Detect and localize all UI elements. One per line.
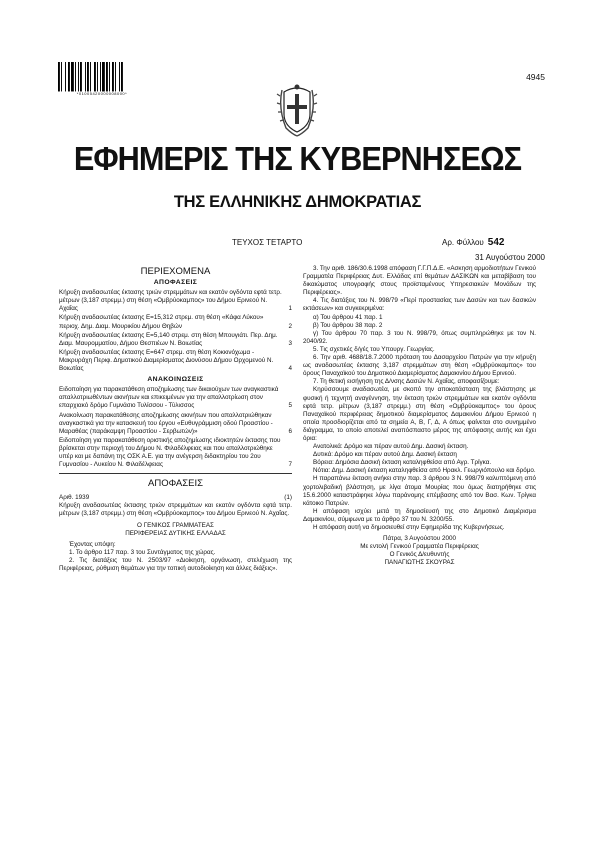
sheet-number — [442, 237, 504, 248]
sheet-number-value: 542 — [487, 237, 505, 248]
contents-announcements-list — [59, 386, 292, 469]
contents-announcement-item-text: Ειδοποίηση για παρακατάθεση οριστικής αποζημίωσης ιδιοκτητών έκτασης που βρίσκεται στην περιοχή του Δήμου Ν. Φιλαδέλφειας και που απαλλοτριώθηκε υπέρ και με δαπάνη της ΟΣΚ Α.Ε. για την ανέγερση διδακτηρίου του 2ου Γυμνασίου - Λυκείου Ν. Φιλαδέλφειας — [59, 436, 281, 469]
right-column — [303, 265, 536, 567]
barcode-bar — [102, 62, 105, 91]
border-west: Δυτικά: Δρόμο και πέραν αυτού Δημ. Δασική έκταση — [313, 451, 457, 459]
contents-announcements-title: ΑΝΑΚΟΙΝΩΣΕΙΣ — [147, 376, 204, 384]
contents-announcement-item — [59, 437, 292, 469]
contents-announcement-item-text: Ανακοίνωση παρακατάθεσης αποζημίωσης ακινήτων που απαλλοτριώθηκαν αναγκαστικά για την κατασκευή του έργου «Ευθυγράμμιση οδού Προαστίου - Μαραθέας (παράκαμψη Προαστίου - Σερβωτών)» — [59, 411, 273, 435]
border-north: Βόρεια: Δημόσια Δασική έκταση καταληφθείσα από Αγρ. Τρίγκα. — [313, 459, 492, 467]
contents-decision-item-page: 1 — [288, 305, 292, 313]
paragraph-4: 4. Τις διατάξεις του Ν. 998/79 «Περί προστασίας των Δασών και των δασικών εκτάσεων» και συγκεκριμένα: — [303, 297, 536, 313]
gazette-subtitle: ΤΗΣ ΕΛΛΗΝΙΚΗΣ ΔΗΜΟΚΡΑΤΙΑΣ — [173, 193, 422, 211]
barcode-number: *01005420000008000* — [76, 91, 128, 96]
contents-announcement-item — [59, 412, 292, 436]
contents-announcement-item — [59, 386, 292, 410]
contents-decision-item-text: Κήρυξη αναδασωτέας έκτασης τριών στρεμμάτων και εκατόν ογδόντα εφτά τετρ. μέτρων (3,187 στρεμμ.) στη θέση «Ομβρύοκαμπος» του Δήμου Ερινεού Ν. Αχαΐας — [59, 289, 282, 313]
barcode-bar — [71, 62, 74, 91]
paragraph-1: 1. Το άρθρο 117 παρ. 3 του Συντάγματος της χώρας. — [69, 548, 216, 556]
paragraph-5: 5. Τις σχετικές δ/γές του Υπουργ. Γεωργίας. — [313, 345, 435, 353]
signature-line-2: Ο Γενικός Δ/ευθυντής — [389, 551, 450, 559]
barcode-bar — [61, 62, 62, 91]
paragraph-8: Κηρύσσουμε αναδασωτέα, με σκοπό την αποκατάσταση της βλάστησης με φυσική ή τεχνητή αναγέννηση, την έκταση τριών στρεμμάτων και εκατόν ογδόντα εφτά τετρ. μέτρων (3,187 στρεμμ.) στη θέση «Ομβρύοκαμπος» του όρους Παναχαϊκού περιφέρειας δημοτικού διαμερίσματος Δαμακινίου Δήμου Ερινεού η οποία προσδιορίζεται από τα σημεία Α, Β, Γ, Δ, Α όπως φαίνεται στο συνημμένο διάγραμμα, το οποίο αποτελεί αναπόσπαστο μέρος της απόφασης αυτής και έχει όρια: — [303, 386, 536, 442]
sheet-label: Αρ. Φύλλου — [442, 238, 484, 247]
contents-title: ΠΕΡΙΕΧΟΜΕΝΑ — [140, 266, 211, 277]
divider — [59, 473, 292, 474]
page-number: 4945 — [526, 72, 545, 82]
barcode-bar — [90, 62, 91, 91]
barcode-bar — [100, 62, 101, 91]
barcode-bar — [58, 62, 60, 91]
contents-decision-item — [59, 349, 292, 373]
paragraph-9: Η παραπάνω έκταση ανήκει στην παρ. 3 άρθρου 3 Ν. 998/79 καλυπτόμενη από χορτολιβαδική βλάστηση, με λίγα άτομα Μουρίας που όμως διατηρήθηκε στις 15.6.2000 καταστράφηκε λόγω παράνομης επέμβασης από τον Βασ. Κων. Τρίγκα κάτοικο Πατρών. — [303, 475, 536, 507]
contents-decisions-title: ΑΠΟΦΑΣΕΙΣ — [153, 279, 198, 287]
barcode-bar — [75, 62, 76, 91]
barcode-bar — [109, 62, 110, 91]
signature-place-date: Πάτρα, 3 Αυγούστου 2000 — [382, 535, 457, 543]
contents-decision-item-page: 4 — [288, 365, 292, 373]
contents-decision-item-text: Κήρυξη αναδασωτέας έκτασης Ε=5,140 στρεμ. στη θέση Μπουγιάτι. Περ. Δημ. Διαμ. Μαυρομματίου, Δήμου Θεσπιέων Ν. Βοιωτίας — [59, 331, 278, 347]
paragraph-11: Η απόφαση αυτή να δημοσιευθεί στην Εφημερίδα της Κυβερνήσεως. — [313, 524, 505, 531]
contents-decision-item — [59, 332, 292, 348]
paragraph-6: 6. Την αριθ. 4688/18.7.2000 πρόταση του Δασαρχείου Πατρών για την κήρυξη ως αναδασωτέας έκτασης 3,187 στρεμμάτων στη θέση «Ομβρύοκαμπος» του όρους Παναχαϊκού του Δημοτικού Διαμερίσματος Δαμακινίου Δήμου Ερινεού. — [303, 354, 536, 378]
signature-name: ΠΑΝΑΓΙΩΤΗΣ ΣΚΟΥΡΑΣ — [384, 559, 455, 567]
barcode-bar — [85, 62, 86, 91]
signature-line-1: Με εντολή Γενικού Γραμματέα Περιφέρειας — [360, 543, 479, 551]
barcode-bar — [87, 62, 89, 91]
barcode-bar — [94, 62, 96, 91]
paragraph-3: 3. Την αριθ. 186/30.6.1998 απόφαση Γ.Γ.Π.Δ.Ε. «Ασκηση αρμοδιοτήτων Γενικού Γραμματέα Περιφέρειας Δυτ. Ελλάδας επί θεμάτων ΔΑΣΙΚΩΝ και μεταβίβαση του δικαιώματος υπογραφής στους προϊσταμένους Υπηρεσιακών Μονάδων της Περιφέρειας». — [303, 265, 536, 297]
left-column — [59, 265, 292, 573]
barcode-bar — [121, 62, 123, 91]
border-east: Ανατολικά: Δρόμο και πέραν αυτού Δημ. Δασική έκταση. — [313, 443, 469, 451]
contents-decision-item — [59, 314, 292, 330]
barcode-bar — [65, 62, 66, 91]
paragraph-4c: γ) Του άρθρου 70 παρ. 3 του Ν. 998/79, όπως συμπληρώθηκε με τον Ν. 2040/92. — [303, 329, 536, 345]
paragraph-10: Η απόφαση ισχύει μετά τη δημοσίευσή της στο Δημοτικό Διαμέρισμα Δαμακινίου, σύμφωνα με το άρθρο 37 του Ν. 3200/55. — [303, 507, 536, 523]
authority-line-2: ΠΕΡΙΦΕΡΕΙΑΣ ΔΥΤΙΚΗΣ ΕΛΛΑΔΑΣ — [125, 529, 226, 537]
considering: Έχοντας υπόψη: — [69, 540, 116, 548]
decision-number: Αριθ. 1939 — [59, 494, 90, 502]
paragraph-7: 7. Τη θετική εισήγηση της Δ/νσης Δασών Ν. Αχαΐας, αποφασίζουμε: — [313, 378, 500, 386]
paragraph-4b: β) Του άρθρου 38 παρ. 2 — [313, 321, 383, 329]
barcode-bar — [78, 62, 79, 91]
greek-emblem-icon — [276, 78, 318, 138]
paragraph-2: 2. Τις διατάξεις του Ν. 2503/97 «Διοίκηση, οργάνωση, στελέχωση της Περιφέρειας, ρύθμιση θεμάτων για την τοπική αυτοδιοίκηση και άλλες διάξεις». — [59, 556, 292, 572]
contents-announcement-item-text: Ειδοποίηση για παρακατάθεση αποζημίωσης των δικαιούχων των αναγκαστικά απαλλοτριωθέντων ακινήτων και επικειμένων για την απαλλοτρίωση στον επαρχιακό δρόμο Γυμνάσιο Τυλίσσου - Τύλισσος — [59, 386, 279, 410]
issue-type: ΤΕΥΧΟΣ ΤΕΤΑΡΤΟ — [232, 238, 303, 247]
decisions-heading: ΑΠΟΦΑΣΕΙΣ — [148, 478, 203, 490]
contents-decision-item-text: Κήρυξη αναδασωτέας έκτασης Ε=15,312 στρεμ. στη θέση «Κάφα Λύκου» περιοχ. Δημ. Διαμ. Μουρικίου Δήμου Θηβών — [59, 314, 264, 330]
barcode-bar — [119, 62, 120, 91]
barcode-bar — [97, 62, 98, 91]
border-south: Νότια: Δημ. Δασική έκταση καταληφθείσα από Ηρακλ. Γεωργιόπουλο και δρόμο. — [313, 467, 536, 475]
contents-announcement-item-page: 5 — [288, 402, 292, 410]
issue-date: 31 Αυγούστου 2000 — [474, 253, 545, 262]
barcode-bar — [80, 62, 82, 91]
barcode-bar — [68, 62, 70, 91]
contents-decision-item-page: 3 — [288, 339, 292, 347]
authority-line-1: Ο ΓΕΝΙΚΟΣ ΓΡΑΜΜΑΤΕΑΣ — [137, 521, 214, 529]
barcode-bar — [115, 62, 116, 91]
contents-decision-item-text: Κήρυξη αναδασωτέας έκτασης Ε=647 στρεμ. στη θέση Κοκκινόχωμα - Μακρυράχη Περιφ. Δημοτικού Διαμερίσματος Διονύσου Δήμου Ορχομενού Ν. Βοιωτίας — [59, 348, 274, 373]
contents-decisions-list — [59, 289, 292, 373]
contents-decision-item-page: 2 — [288, 322, 292, 330]
barcode-bar — [106, 62, 108, 91]
barcode-bar — [112, 62, 114, 91]
decision-intro: Κήρυξη αναδασωτέας έκτασης τριών στρεμμάτων και εκατόν ογδόντα εφτά τετρ. μέτρων (3,187 στρεμμ.) στη θέση «Ομβρύοκαμπος» του Δήμου Ερινεού Ν. Αχαΐας. — [59, 502, 292, 518]
decision-ref: (1) — [284, 494, 292, 502]
paragraph-4a: α) Του άρθρου 41 παρ. 1 — [313, 313, 383, 321]
gazette-title: ΕΦΗΜΕΡΙΣ ΤΗΣ ΚΥΒΕΡΝΗΣΕΩΣ — [73, 140, 522, 177]
contents-decision-item — [59, 289, 292, 313]
contents-announcement-item-page: 7 — [288, 461, 292, 469]
contents-announcement-item-page: 6 — [288, 427, 292, 435]
